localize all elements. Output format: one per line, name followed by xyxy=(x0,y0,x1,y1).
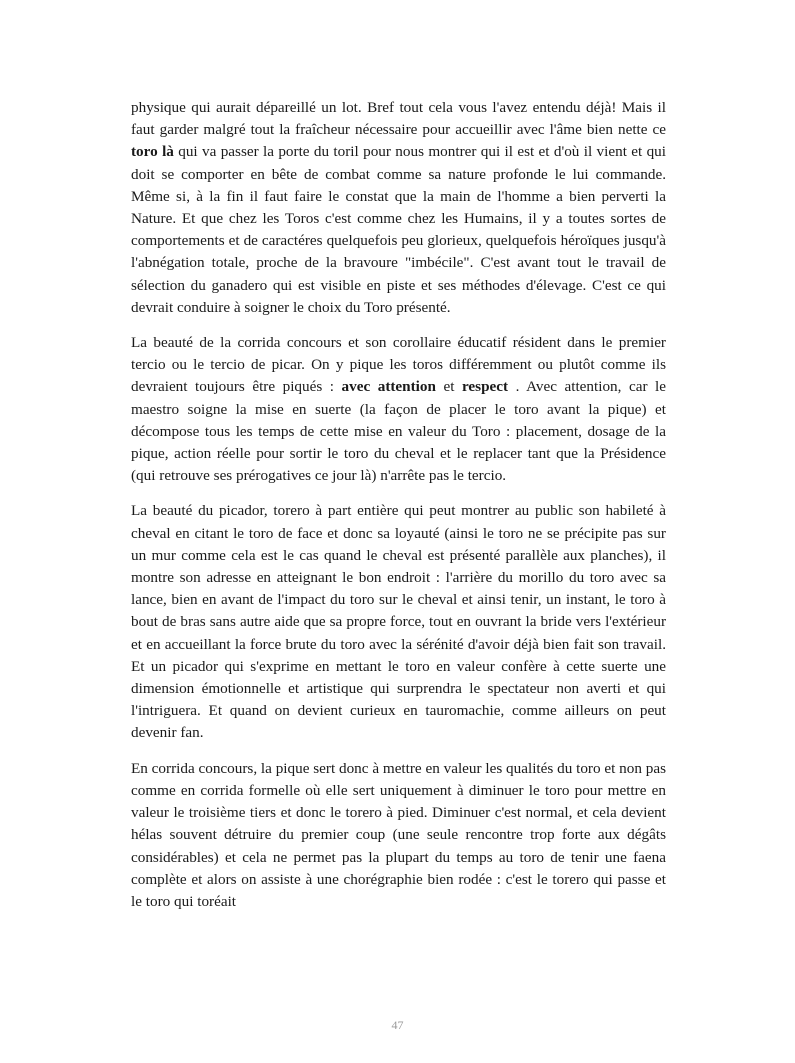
paragraph-2-text: La beauté de la corrida concours et son corollaire éducatif résident dans le premier tercio ou le tercio de picar. On y pique les toros différemment ou plutôt comme ils devraient toujours être piqués : xyxy=(131,334,666,396)
paragraph-4-text: En corrida concours, la pique sert donc à mettre en valeur les qualités du toro et non pas comme en corrida formelle où elle sert uniquement à diminuer le toro pour mettre en valeur le troisième tiers et donc le torero à pied. Diminuer c'est normal, et cela devient hélas souvent détruire du premier coup (une seule rencontre trop forte aux dégâts considérables) et cela ne permet pas la plupart du temps au toro de tenir une faena complète et alors on assiste à une chorégraphie bien rodée : c'est le torero qui passe et le toro qui toréait xyxy=(131,759,666,910)
paragraph-4 xyxy=(131,758,666,913)
paragraph-1-text: physique qui aurait dépareillé un lot. Bref tout cela vous l'avez entendu déjà! Mais il faut garder malgré tout la fraîcheur nécessaire pour accueillir avec l'âme bien nette ce xyxy=(131,99,666,139)
paragraph-1-bold-phrase: toro là xyxy=(131,143,174,161)
paragraph-2-bold-respect: respect xyxy=(461,378,509,396)
paragraph-3 xyxy=(131,500,666,744)
paragraph-2 xyxy=(131,332,666,487)
body-text xyxy=(131,97,666,926)
paragraph-1 xyxy=(131,97,666,319)
paragraph-2-text-cont: . Avec attention, car le maestro soigne la mise en suerte (la façon de placer le toro avant la pique) et décompose tous les temps de cette mise en valeur du Toro : placement, dosage de la pique, action réelle pour sortir le toro du cheval et le replacer tant que la Présidence (qui retrouve ses prérogatives ce jour là) n'arrête pas le tercio. xyxy=(131,378,666,485)
paragraph-2-bold-attention: avec attention xyxy=(341,378,436,396)
page-number: 47 xyxy=(391,1018,404,1032)
paragraph-3-text: La beauté du picador, torero à part entière qui peut montrer au public son habileté à cheval en citant le toro de face et donc sa loyauté (ainsi le toro ne se précipite pas sur un mur comme cela est le cas quand le cheval est présenté parallèle aux planches), il montre son adresse en atteignant le bon endroit : l'arrière du morillo du toro avec sa lance, bien en avant de l'impact du toro sur le cheval et ainsi tenir, un instant, le toro à bout de bras sans autre aide que sa propre force, tout en ouvrant la bride vers l'extérieur et en accueillant la force brute du toro avec la sérénité d'avoir déjà bien fait son travail. Et un picador qui s'exprime en mettant le toro en valeur confère à cette suerte une dimension émotionnelle et artistique qui surprendra le spectateur non averti et qui l'intriguera. Et quand on devient curieux en tauromachie, comme ailleurs on peut devenir fan. xyxy=(131,502,666,742)
paragraph-2-text-and: et xyxy=(435,378,462,396)
paragraph-1-text-cont: qui va passer la porte du toril pour nous montrer qui il est et d'où il vient et qui doit se comporter en bête de combat comme sa nature profonde le lui commande. Même si, à la fin il faut faire le constat que la main de l'homme a bien perverti la Nature. Et que chez les Toros c'est comme chez les Humains, il y a toutes sortes de comportements et de caractéres quelquefois peu glorieux, quelquefois héroïques jusqu'à l'abnégation totale, proche de la bravoure "imbécile". C'est avant tout le travail de sélection du ganadero qui est visible en piste et ses méthodes d'élevage. C'est ce qui devrait conduire à soigner le choix du Toro présenté. xyxy=(131,143,666,316)
